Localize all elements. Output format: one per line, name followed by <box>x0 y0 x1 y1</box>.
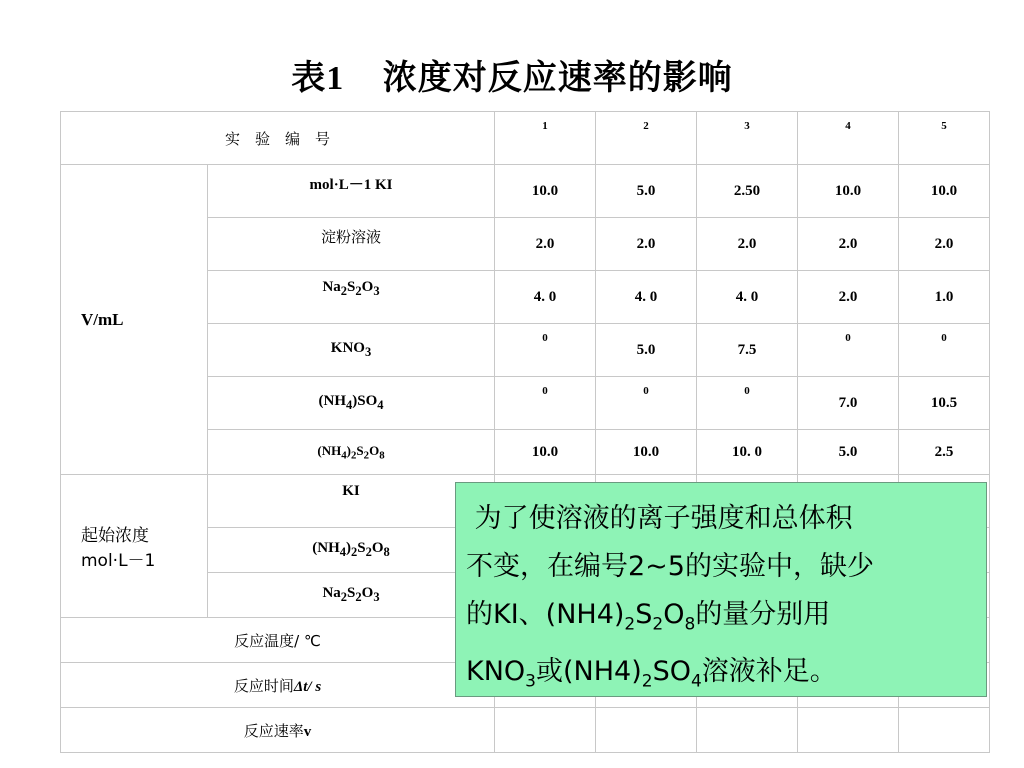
row-label-c-na2s2o3: $Na_2S_2O_3$ <box>208 573 495 618</box>
table-row <box>61 165 990 218</box>
row-label-c-nh4s2o8: $(NH_4)_2S_2O_8$ <box>208 528 495 573</box>
col-header: 4 <box>798 112 899 165</box>
cell: 10.0 <box>495 430 596 475</box>
cell: 4. 0 <box>697 271 798 324</box>
row-label-nh4so4: $(NH_4)SO_4$ <box>208 377 495 430</box>
page-title: 表1 浓度对反应速率的影响 <box>291 58 733 98</box>
cell: 10.5 <box>899 377 990 430</box>
row-label-temperature: 反应温度/ ℃ <box>61 618 495 663</box>
cell: 2.0 <box>899 218 990 271</box>
col-header: 3 <box>697 112 798 165</box>
note-line: 为了使溶液的离子强度和总体积 <box>474 503 853 534</box>
row-label-kno3: $KNO_3$ <box>208 324 495 377</box>
cell: 0 <box>899 324 990 377</box>
cell: 10.0 <box>596 430 697 475</box>
table-row <box>61 708 990 753</box>
cell: 2.0 <box>798 218 899 271</box>
volume-group-label: V/mL <box>61 165 208 475</box>
row-label-ki: mol·L－1 KI <box>208 165 495 218</box>
cell <box>798 708 899 753</box>
col-header: 1 <box>495 112 596 165</box>
col-header: 2 <box>596 112 697 165</box>
cell: 10.0 <box>798 165 899 218</box>
cell: 2.0 <box>798 271 899 324</box>
cell: 10.0 <box>899 165 990 218</box>
row-label-na2s2o3: $Na_2S_2O_3$ <box>208 271 495 324</box>
cell: 2.0 <box>596 218 697 271</box>
cell: 0 <box>495 324 596 377</box>
note-line: 的KI、$(NH4)_2S_2O_8$的量分别用 <box>466 599 831 635</box>
cell <box>495 708 596 753</box>
cell: 10.0 <box>495 165 596 218</box>
row-label-rate: 反应速率v <box>61 708 495 753</box>
cell: 1.0 <box>899 271 990 324</box>
experiment-number-header: 实 验 编 号 <box>61 112 495 165</box>
cell: 5.0 <box>798 430 899 475</box>
explanation-note-box <box>455 482 987 697</box>
cell: 2.5 <box>899 430 990 475</box>
row-label-time: 反应时间Δt/ s <box>61 663 495 708</box>
cell: 2.0 <box>697 218 798 271</box>
cell <box>596 708 697 753</box>
cell: 5.0 <box>596 165 697 218</box>
cell: 7.0 <box>798 377 899 430</box>
cell <box>697 708 798 753</box>
cell: 0 <box>798 324 899 377</box>
cell: 7.5 <box>697 324 798 377</box>
row-label-nh4s2o8: $(NH_4)_2S_2O_8$ <box>208 430 495 475</box>
cell: 2.50 <box>697 165 798 218</box>
cell: 0 <box>596 377 697 430</box>
cell: 4. 0 <box>596 271 697 324</box>
cell: 0 <box>495 377 596 430</box>
row-label-starch: 淀粉溶液 <box>208 218 495 271</box>
cell: 4. 0 <box>495 271 596 324</box>
col-header: 5 <box>899 112 990 165</box>
table-header-row <box>61 112 990 165</box>
cell: 5.0 <box>596 324 697 377</box>
note-line: 不变，在编号2~5的实验中，缺少 <box>466 551 874 582</box>
note-line: $KNO_3$或$(NH4)_2SO_4$溶液补足。 <box>466 656 837 692</box>
cell <box>899 708 990 753</box>
cell: 10. 0 <box>697 430 798 475</box>
cell: 2.0 <box>495 218 596 271</box>
cell: 0 <box>697 377 798 430</box>
concentration-group-label: 起始浓度 mol·L－1 <box>61 475 208 618</box>
row-label-c-ki: KI <box>208 475 495 528</box>
